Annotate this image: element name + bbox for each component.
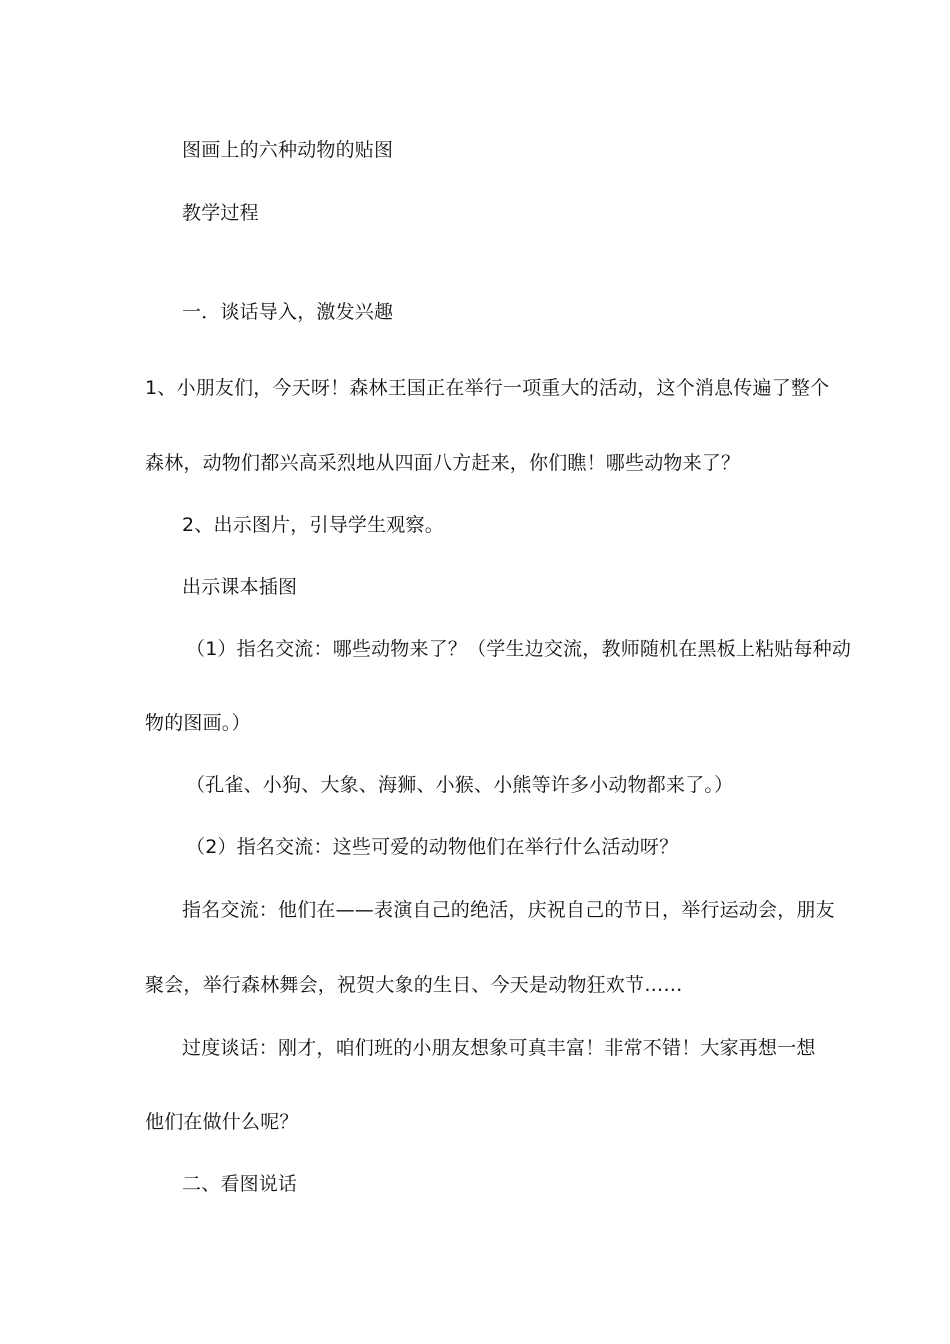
paragraph-line: 指名交流：他们在——表演自己的绝活，庆祝自己的节日，举行运动会，朋友	[182, 899, 835, 921]
paragraph-line: 他们在做什么呢？	[145, 1111, 299, 1133]
paragraph-line: 2、出示图片，引导学生观察。	[182, 514, 444, 536]
paragraph-line: （孔雀、小狗、大象、海狮、小猴、小熊等许多小动物都来了。）	[186, 774, 734, 796]
section-heading-2: 二、看图说话	[182, 1173, 298, 1195]
section-heading-1: 一．谈话导入，激发兴趣	[182, 301, 394, 323]
paragraph-line: 过度谈话：刚才，咱们班的小朋友想象可真丰富！非常不错！大家再想一想	[182, 1037, 816, 1059]
paragraph-line: （1）指名交流：哪些动物来了？（学生边交流，教师随机在黑板上粘贴每种动	[186, 638, 852, 660]
paragraph-line: 物的图画。）	[145, 712, 251, 734]
paragraph-line: （2）指名交流：这些可爱的动物他们在举行什么活动呀？	[186, 836, 679, 858]
section-heading-teaching-process: 教学过程	[182, 202, 259, 224]
paragraph-line: 出示课本插图	[182, 576, 298, 598]
paragraph-line: 1、小朋友们，今天呀！森林王国正在举行一项重大的活动，这个消息传遍了整个	[145, 377, 830, 399]
paragraph-line: 森林，动物们都兴高采烈地从四面八方赶来，你们瞧！哪些动物来了？	[145, 452, 741, 474]
paragraph-line: 聚会，举行森林舞会，祝贺大象的生日、今天是动物狂欢节……	[145, 974, 683, 996]
materials-line: 图画上的六种动物的贴图	[182, 139, 394, 161]
